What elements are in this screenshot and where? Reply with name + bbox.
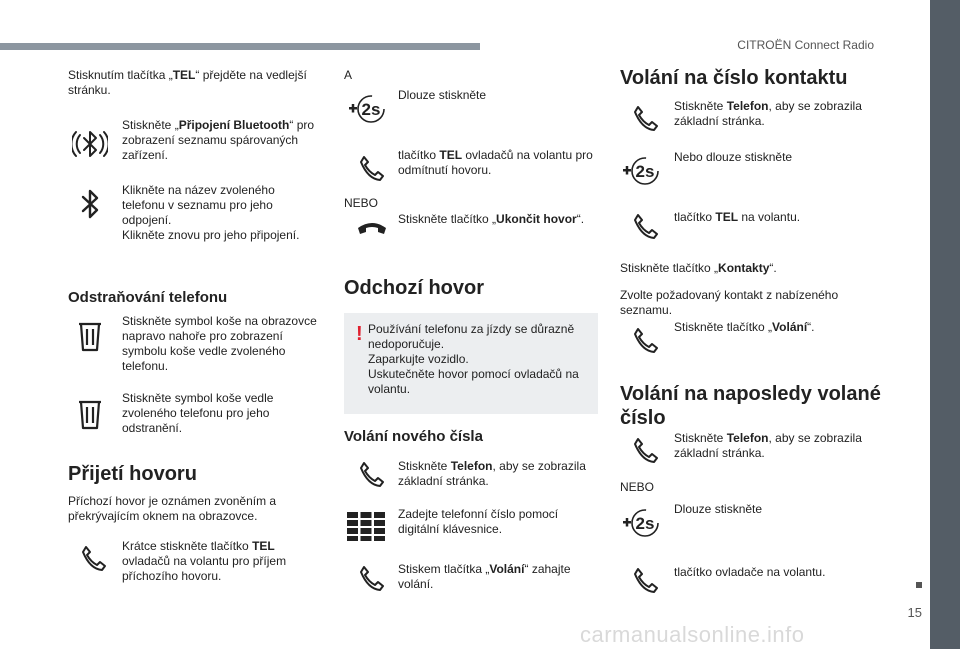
contact-step2-text: Nebo dlouze stiskněte (674, 150, 793, 164)
new-number-step1-text: Stiskněte Telefon, aby se zobrazila základní stránka. (398, 459, 586, 488)
or-label: NEBO (620, 480, 655, 494)
receive-step-text: Krátce stiskněte tlačítko TEL ovladačů na volantu pro příjem příchozího hovoru. (122, 539, 287, 583)
page-marker (916, 582, 922, 588)
reject-call-text: tlačítko TEL ovladačů na volantu pro odmítnutí hovoru. (398, 148, 593, 177)
footer-watermark: carmanualsonline.info (580, 622, 805, 647)
receive-call-text: Příchozí hovor je oznámen zvoněním a překrývajícím oknem na obrazovce. (68, 494, 277, 523)
letter-a: A (344, 68, 353, 82)
disconnect-text: Klikněte na název zvoleného telefonu v seznamu pro jeho odpojení. Klikněte znovu pro jeho připojení. (122, 183, 300, 242)
svg-text:2s: 2s (361, 100, 381, 119)
recent-step1-text: Stiskněte Telefon, aby se zobrazila základní stránka. (674, 431, 862, 460)
or-label: NEBO (344, 196, 379, 210)
recent-step2-text: Dlouze stiskněte (674, 502, 763, 516)
bluetooth-step-text: Stiskněte „Připojení Bluetooth“ pro zobrazení seznamu spárovaných zařízení. (122, 118, 315, 162)
trash-icon (72, 396, 108, 432)
header-rule (0, 43, 480, 50)
contact-step5-text: Zvolte požadovaný kontakt z nabízeného seznamu. (620, 288, 839, 317)
bluetooth-icon (72, 186, 108, 222)
phone-handset-icon (628, 322, 664, 358)
svg-text:2s: 2s (635, 162, 655, 181)
phone-handset-icon (628, 562, 664, 598)
safety-warning-box (344, 313, 598, 414)
new-number-step2-text: Zadejte telefonní číslo pomocí digitální klávesnice. (398, 507, 559, 536)
contact-step1-text: Stiskněte Telefon, aby se zobrazila základní stránka. (674, 99, 862, 128)
receive-call-heading: Přijetí hovoru (68, 463, 197, 485)
end-call-text: Stiskněte tlačítko „Ukončit hovor“. (398, 212, 585, 226)
recent-step3-text: tlačítko ovladače na volantu. (674, 565, 826, 579)
intro-text: Stisknutím tlačítka „TEL“ přejděte na vedlejší stránku. (68, 68, 307, 97)
outgoing-call-heading: Odchozí hovor (344, 277, 484, 299)
contact-step4-text: Stiskněte tlačítko „Kontakty“. (620, 261, 777, 275)
brand-title: CITROËN Connect Radio (737, 38, 874, 52)
new-number-step3-text: Stiskem tlačítka „Volání“ zahajte volání. (398, 562, 571, 591)
phone-handset-icon (628, 432, 664, 468)
contact-step3-text: tlačítko TEL na volantu. (674, 210, 801, 224)
contact-step6-text: Stiskněte tlačítko „Volání“. (674, 320, 815, 334)
remove-phone-heading: Odstraňování telefonu (68, 289, 228, 306)
remove-step1-text: Stiskněte symbol koše na obrazovce napravo nahoře pro zobrazení symbolu koše vedle zvoleného telefonu. (122, 314, 317, 373)
recent-call-heading: Volání na naposledy volané číslo (620, 383, 881, 429)
keypad-icon (346, 510, 386, 542)
new-number-heading: Volání nového čísla (344, 428, 483, 445)
long-press-text: Dlouze stiskněte (398, 88, 487, 102)
remove-step2-text: Stiskněte symbol koše vedle zvoleného telefonu pro jeho odstranění. (122, 391, 274, 435)
trash-icon (72, 318, 108, 354)
long-press-2s-icon (620, 154, 660, 188)
bluetooth-connection-icon (72, 126, 108, 162)
phone-handset-icon (354, 456, 390, 492)
long-press-2s-icon (620, 506, 660, 540)
svg-text:2s: 2s (635, 514, 655, 533)
phone-handset-icon (354, 560, 390, 596)
contact-call-heading: Volání na číslo kontaktu (620, 67, 848, 89)
page-sidebar (930, 0, 960, 649)
long-press-2s-icon (346, 92, 386, 126)
phone-handset-icon (628, 208, 664, 244)
phone-handset-icon (76, 540, 112, 576)
hang-up-icon (354, 210, 390, 246)
phone-handset-icon (354, 150, 390, 186)
warning-text: Používání telefonu za jízdy se důrazně nedoporučuje. Zaparkujte vozidlo. Uskutečněte hovor pomocí ovladačů na volantu. (368, 322, 579, 396)
phone-handset-icon (628, 100, 664, 136)
warning-icon: ! (356, 323, 363, 345)
page-number: 15 (907, 605, 922, 620)
